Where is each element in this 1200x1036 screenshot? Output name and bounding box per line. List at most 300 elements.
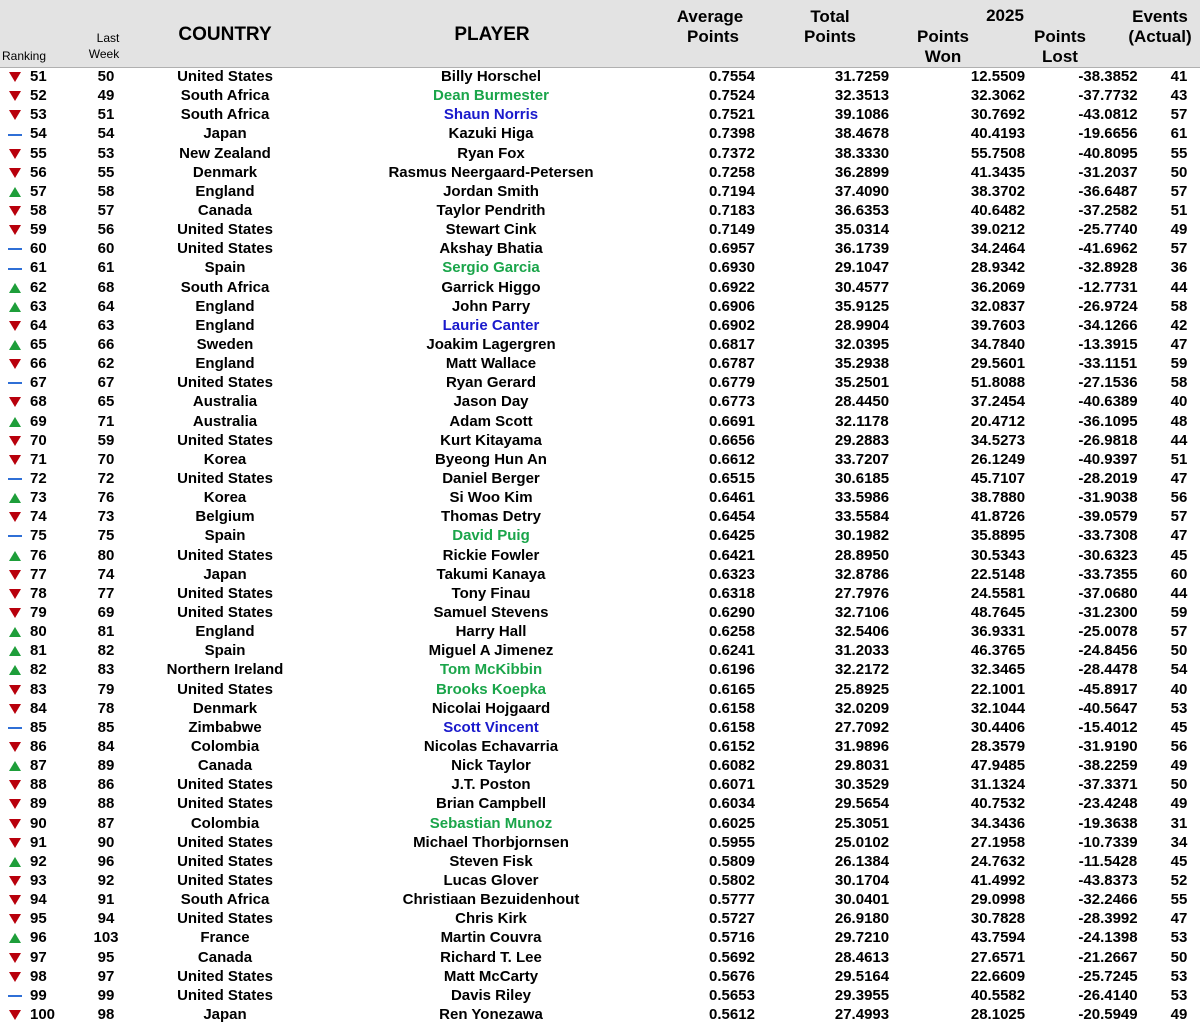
total-points-cell: 32.1178 (835, 412, 889, 430)
rank-cell: 70 (30, 431, 47, 449)
total-points-cell: 38.4678 (834, 125, 890, 143)
average-points-cell: 0.6196 (709, 661, 755, 679)
events-cell: 47 (1170, 470, 1188, 488)
events-cell: 45 (1170, 852, 1188, 870)
events-cell: 58 (1170, 374, 1188, 392)
country-cell: Zimbabwe (188, 718, 262, 736)
trend-cell (0, 909, 30, 928)
rank-cell: 100 (30, 1005, 56, 1023)
last-week-cell: 67 (97, 374, 115, 392)
total-points-cell: 26.1384 (834, 852, 890, 870)
points-lost-cell: -40.9397 (1078, 450, 1138, 468)
player-cell: Christiaan Bezuidenhout (402, 891, 580, 909)
trend-down-icon (9, 149, 21, 159)
trend-down-icon (9, 570, 21, 580)
average-points-cell: 0.6906 (709, 297, 755, 315)
trend-up-icon (9, 302, 21, 312)
events-cell: 43 (1170, 87, 1188, 105)
header-won-line2: Won (924, 47, 962, 66)
points-won-cell: 32.3062 (970, 87, 1026, 105)
table-row (0, 871, 1200, 890)
trend-unchanged-icon (8, 727, 22, 729)
points-lost-cell: -10.7339 (1078, 833, 1138, 851)
total-points-cell: 28.9904 (834, 316, 890, 334)
events-cell: 53 (1170, 929, 1188, 947)
rank-cell: 57 (30, 182, 47, 200)
average-points-cell: 0.5653 (709, 986, 755, 1004)
total-points-cell: 32.3513 (834, 87, 890, 105)
total-points-cell: 33.5584 (834, 508, 890, 526)
events-cell: 53 (1170, 967, 1188, 985)
country-cell: United States (177, 68, 273, 86)
header-player: PLAYER (454, 24, 530, 45)
rank-cell: 68 (30, 393, 47, 411)
events-cell: 48 (1170, 412, 1188, 430)
last-week-cell: 96 (97, 852, 115, 870)
total-points-cell: 32.0209 (834, 699, 890, 717)
trend-down-icon (9, 91, 21, 101)
rank-cell: 95 (30, 910, 47, 928)
points-won-cell: 40.7532 (970, 795, 1026, 813)
rank-cell: 61 (30, 259, 47, 277)
player-cell: Dean Burmester (433, 87, 549, 105)
rank-cell: 64 (30, 316, 47, 334)
points-lost-cell: -38.2259 (1078, 757, 1138, 775)
table-row (0, 297, 1200, 316)
trend-cell (0, 526, 30, 545)
table-row (0, 431, 1200, 450)
points-lost-cell: -24.1398 (1078, 929, 1138, 947)
country-cell: Canada (197, 202, 253, 220)
total-points-cell: 28.4613 (834, 948, 890, 966)
points-won-cell: 24.5581 (970, 584, 1026, 602)
trend-up-icon (9, 646, 21, 656)
total-points-cell: 36.2899 (834, 163, 890, 181)
events-cell: 47 (1170, 336, 1188, 354)
trend-down-icon (9, 608, 21, 618)
country-cell: Australia (192, 393, 258, 411)
trend-cell (0, 373, 30, 392)
country-cell: England (195, 182, 255, 200)
points-lost-cell: -31.2037 (1078, 163, 1138, 181)
rank-cell: 84 (30, 699, 47, 717)
table-row (0, 105, 1200, 124)
last-week-cell: 68 (97, 278, 115, 296)
player-cell: Matt Wallace (445, 355, 537, 373)
table-row (0, 201, 1200, 220)
table-row (0, 565, 1200, 584)
points-lost-cell: -26.9724 (1078, 297, 1138, 315)
average-points-cell: 0.5809 (709, 852, 755, 870)
points-won-cell: 28.9342 (970, 259, 1026, 277)
average-points-cell: 0.7258 (709, 163, 755, 181)
rank-cell: 69 (30, 412, 47, 430)
events-cell: 51 (1170, 202, 1188, 220)
last-week-cell: 91 (97, 891, 115, 909)
last-week-cell: 69 (97, 604, 115, 621)
trend-up-icon (9, 761, 21, 771)
trend-unchanged-icon (8, 995, 22, 997)
header-average-line1: Average (676, 7, 744, 26)
header-total-line1: Total (810, 7, 850, 26)
average-points-cell: 0.6165 (709, 680, 755, 698)
points-lost-cell: -13.3915 (1078, 336, 1138, 354)
average-points-cell: 0.7372 (709, 144, 755, 162)
trend-cell (0, 756, 30, 775)
average-points-cell: 0.6922 (709, 278, 755, 296)
events-cell: 56 (1170, 737, 1188, 755)
player-cell: Davis Riley (450, 986, 532, 1004)
total-points-cell: 25.0102 (834, 833, 890, 851)
rank-cell: 71 (30, 450, 47, 468)
events-cell: 36 (1170, 259, 1188, 277)
total-points-cell: 25.8925 (834, 680, 890, 698)
total-points-cell: 33.7207 (834, 450, 890, 468)
rank-cell: 94 (30, 891, 47, 909)
table-row (0, 507, 1200, 526)
trend-cell (0, 488, 30, 507)
last-week-cell: 85 (97, 718, 115, 736)
country-cell: Japan (203, 125, 247, 143)
trend-cell (0, 565, 30, 584)
table-row (0, 316, 1200, 335)
trend-cell (0, 86, 30, 105)
table-row (0, 392, 1200, 411)
table-row (0, 239, 1200, 258)
points-won-cell: 39.0212 (970, 221, 1026, 239)
trend-cell (0, 220, 30, 239)
player-cell: Daniel Berger (442, 470, 540, 488)
average-points-cell: 0.6034 (709, 795, 755, 813)
country-cell: Belgium (195, 508, 255, 526)
average-points-cell: 0.5955 (709, 833, 755, 851)
trend-up-icon (9, 551, 21, 561)
points-lost-cell: -45.8917 (1078, 680, 1138, 698)
player-cell: Sebastian Munoz (429, 814, 553, 832)
total-points-cell: 29.2883 (834, 431, 890, 449)
trend-cell (0, 680, 30, 699)
table-row (0, 756, 1200, 775)
table-row (0, 718, 1200, 737)
events-cell: 51 (1170, 450, 1188, 468)
events-cell: 40 (1170, 680, 1188, 698)
events-cell: 49 (1170, 1005, 1188, 1023)
rank-cell: 79 (30, 604, 47, 621)
country-cell: Korea (203, 489, 247, 507)
table-row (0, 794, 1200, 813)
points-lost-cell: -25.7740 (1078, 221, 1138, 239)
trend-cell (0, 469, 30, 488)
total-points-cell: 35.9125 (834, 297, 890, 315)
average-points-cell: 0.5716 (709, 929, 755, 947)
points-lost-cell: -31.2300 (1078, 604, 1138, 621)
trend-cell (0, 450, 30, 469)
rank-cell: 98 (30, 967, 47, 985)
points-won-cell: 34.3436 (970, 814, 1026, 832)
average-points-cell: 0.7521 (709, 106, 755, 124)
trend-up-icon (9, 340, 21, 350)
last-week-cell: 73 (97, 508, 115, 526)
trend-down-icon (9, 436, 21, 446)
table-row (0, 833, 1200, 852)
rank-cell: 65 (30, 336, 47, 354)
points-lost-cell: -37.0680 (1078, 584, 1138, 602)
player-cell: Takumi Kanaya (436, 565, 546, 583)
player-cell: Tom McKibbin (439, 661, 543, 679)
trend-cell (0, 603, 30, 622)
country-cell: New Zealand (179, 144, 271, 162)
points-won-cell: 51.8088 (970, 374, 1026, 392)
points-won-cell: 32.3465 (970, 661, 1026, 679)
rank-cell: 96 (30, 929, 47, 947)
rankings-rows (0, 67, 1200, 1024)
rank-cell: 56 (30, 163, 47, 181)
points-won-cell: 39.7603 (970, 316, 1026, 334)
table-row (0, 680, 1200, 699)
trend-cell (0, 737, 30, 756)
trend-down-icon (9, 876, 21, 886)
last-week-cell: 82 (97, 642, 115, 660)
country-cell: United States (177, 470, 273, 488)
events-cell: 60 (1170, 565, 1188, 583)
events-cell: 49 (1170, 795, 1188, 813)
trend-down-icon (9, 1010, 21, 1020)
total-points-cell: 32.0395 (834, 336, 890, 354)
last-week-cell: 94 (97, 910, 115, 928)
total-points-cell: 39.1086 (834, 106, 890, 124)
points-won-cell: 22.5148 (970, 565, 1026, 583)
points-lost-cell: -38.3852 (1078, 68, 1138, 86)
trend-down-icon (9, 914, 21, 924)
average-points-cell: 0.7183 (709, 202, 755, 220)
rank-cell: 73 (30, 489, 47, 507)
last-week-cell: 97 (97, 967, 115, 985)
points-lost-cell: -25.0078 (1078, 623, 1138, 641)
rank-cell: 54 (30, 125, 47, 143)
trend-cell (0, 947, 30, 966)
trend-cell (0, 392, 30, 411)
total-points-cell: 36.6353 (834, 202, 890, 220)
player-cell: Jordan Smith (443, 182, 539, 200)
points-lost-cell: -28.2019 (1078, 470, 1138, 488)
events-cell: 57 (1170, 508, 1188, 526)
trend-down-icon (9, 704, 21, 714)
player-cell: Kurt Kitayama (440, 431, 542, 449)
last-week-cell: 49 (97, 87, 115, 105)
last-week-cell: 86 (97, 776, 115, 794)
average-points-cell: 0.6656 (709, 431, 755, 449)
rank-cell: 59 (30, 221, 47, 239)
total-points-cell: 35.2501 (834, 374, 890, 392)
points-lost-cell: -21.2667 (1078, 948, 1138, 966)
average-points-cell: 0.6290 (709, 604, 755, 621)
country-cell: United States (177, 910, 273, 928)
events-cell: 50 (1170, 163, 1188, 181)
trend-cell (0, 431, 30, 450)
player-cell: Lucas Glover (443, 871, 539, 889)
points-lost-cell: -37.3371 (1078, 776, 1138, 794)
trend-down-icon (9, 953, 21, 963)
total-points-cell: 28.4450 (834, 393, 890, 411)
country-cell: England (195, 355, 255, 373)
points-won-cell: 46.3765 (970, 642, 1026, 660)
total-points-cell: 32.8786 (834, 565, 890, 583)
events-cell: 41 (1170, 68, 1188, 86)
points-lost-cell: -36.1095 (1078, 412, 1138, 430)
trend-down-icon (9, 895, 21, 905)
trend-cell (0, 144, 30, 163)
player-cell: Adam Scott (449, 412, 533, 430)
table-row (0, 775, 1200, 794)
average-points-cell: 0.6152 (709, 737, 755, 755)
table-row (0, 163, 1200, 182)
country-cell: United States (177, 584, 273, 602)
total-points-cell: 29.7210 (834, 929, 890, 947)
table-row (0, 660, 1200, 679)
country-cell: United States (177, 795, 273, 813)
trend-cell (0, 967, 30, 986)
points-lost-cell: -40.5647 (1078, 699, 1138, 717)
points-lost-cell: -33.7355 (1078, 565, 1138, 583)
points-lost-cell: -28.4478 (1078, 661, 1138, 679)
player-cell: Laurie Canter (442, 316, 540, 334)
rank-cell: 86 (30, 737, 47, 755)
trend-unchanged-icon (8, 268, 22, 270)
average-points-cell: 0.6773 (709, 393, 755, 411)
points-lost-cell: -32.2466 (1078, 891, 1138, 909)
trend-cell (0, 622, 30, 641)
rank-cell: 92 (30, 852, 47, 870)
average-points-cell: 0.6779 (709, 374, 755, 392)
player-cell: Byeong Hun An (435, 450, 547, 468)
last-week-cell: 60 (97, 240, 115, 258)
last-week-cell: 50 (97, 68, 115, 86)
table-row (0, 526, 1200, 545)
events-cell: 45 (1170, 546, 1188, 564)
average-points-cell: 0.7149 (709, 221, 755, 239)
header-total-line2: Points (804, 27, 856, 46)
header-country: COUNTRY (178, 24, 272, 45)
average-points-cell: 0.6158 (709, 699, 755, 717)
points-won-cell: 12.5509 (970, 68, 1026, 86)
player-cell: Harry Hall (455, 623, 527, 641)
total-points-cell: 28.8950 (834, 546, 890, 564)
trend-cell (0, 794, 30, 813)
points-won-cell: 34.5273 (970, 431, 1026, 449)
average-points-cell: 0.6787 (709, 355, 755, 373)
country-cell: Canada (197, 948, 253, 966)
trend-cell (0, 718, 30, 737)
country-cell: Sweden (196, 336, 254, 354)
table-row (0, 813, 1200, 832)
trend-cell (0, 507, 30, 526)
trend-up-icon (9, 665, 21, 675)
table-row (0, 603, 1200, 622)
points-won-cell: 55.7508 (970, 144, 1026, 162)
trend-cell (0, 813, 30, 832)
events-cell: 57 (1170, 106, 1188, 124)
player-cell: Thomas Detry (440, 508, 542, 526)
last-week-cell: 64 (97, 297, 115, 315)
last-week-cell: 84 (97, 737, 115, 755)
total-points-cell: 29.5654 (834, 795, 890, 813)
country-cell: Spain (204, 259, 246, 277)
last-week-cell: 81 (97, 623, 115, 641)
header-lost-line2: Lost (1042, 47, 1078, 66)
rank-cell: 55 (30, 144, 47, 162)
country-cell: South Africa (180, 278, 270, 296)
table-row (0, 928, 1200, 947)
trend-cell (0, 278, 30, 297)
rank-cell: 91 (30, 833, 47, 851)
events-cell: 50 (1170, 948, 1188, 966)
player-cell: Garrick Higgo (441, 278, 541, 296)
last-week-cell: 59 (97, 431, 115, 449)
total-points-cell: 36.1739 (834, 240, 890, 258)
events-cell: 34 (1170, 833, 1188, 851)
player-cell: Martin Couvra (440, 929, 542, 947)
total-points-cell: 30.1704 (834, 871, 890, 889)
average-points-cell: 0.5676 (709, 967, 755, 985)
country-cell: United States (177, 221, 273, 239)
events-cell: 57 (1170, 623, 1188, 641)
trend-down-icon (9, 110, 21, 120)
average-points-cell: 0.6461 (709, 489, 755, 507)
points-lost-cell: -37.7732 (1078, 87, 1138, 105)
last-week-cell: 66 (97, 336, 115, 354)
points-won-cell: 34.2464 (970, 240, 1026, 258)
points-won-cell: 28.3579 (970, 737, 1026, 755)
trend-cell (0, 699, 30, 718)
table-row (0, 354, 1200, 373)
table-row (0, 469, 1200, 488)
last-week-cell: 83 (97, 661, 115, 679)
player-cell: Stewart Cink (445, 221, 537, 239)
table-row (0, 182, 1200, 201)
table-row (0, 373, 1200, 392)
trend-cell (0, 546, 30, 565)
last-week-cell: 74 (97, 565, 115, 583)
average-points-cell: 0.6158 (709, 718, 755, 736)
last-week-cell: 77 (97, 584, 115, 602)
total-points-cell: 32.7106 (834, 604, 890, 621)
last-week-cell: 88 (97, 795, 115, 813)
trend-cell (0, 67, 30, 86)
table-row (0, 278, 1200, 297)
events-cell: 50 (1170, 776, 1188, 794)
country-cell: United States (177, 604, 273, 621)
average-points-cell: 0.6258 (709, 623, 755, 641)
trend-unchanged-icon (8, 478, 22, 480)
points-lost-cell: -43.8373 (1078, 871, 1138, 889)
country-cell: France (200, 929, 250, 947)
table-row (0, 220, 1200, 239)
points-lost-cell: -27.1536 (1078, 374, 1138, 392)
player-cell: Ryan Fox (457, 144, 525, 162)
trend-cell (0, 871, 30, 890)
table-row (0, 488, 1200, 507)
country-cell: South Africa (180, 891, 270, 909)
total-points-cell: 29.1047 (834, 259, 890, 277)
points-won-cell: 24.7632 (970, 852, 1026, 870)
trend-down-icon (9, 397, 21, 407)
last-week-cell: 76 (97, 489, 115, 507)
points-lost-cell: -15.4012 (1078, 718, 1138, 736)
trend-up-icon (9, 417, 21, 427)
total-points-cell: 30.0401 (834, 891, 890, 909)
rank-cell: 51 (30, 68, 47, 86)
table-row (0, 584, 1200, 603)
